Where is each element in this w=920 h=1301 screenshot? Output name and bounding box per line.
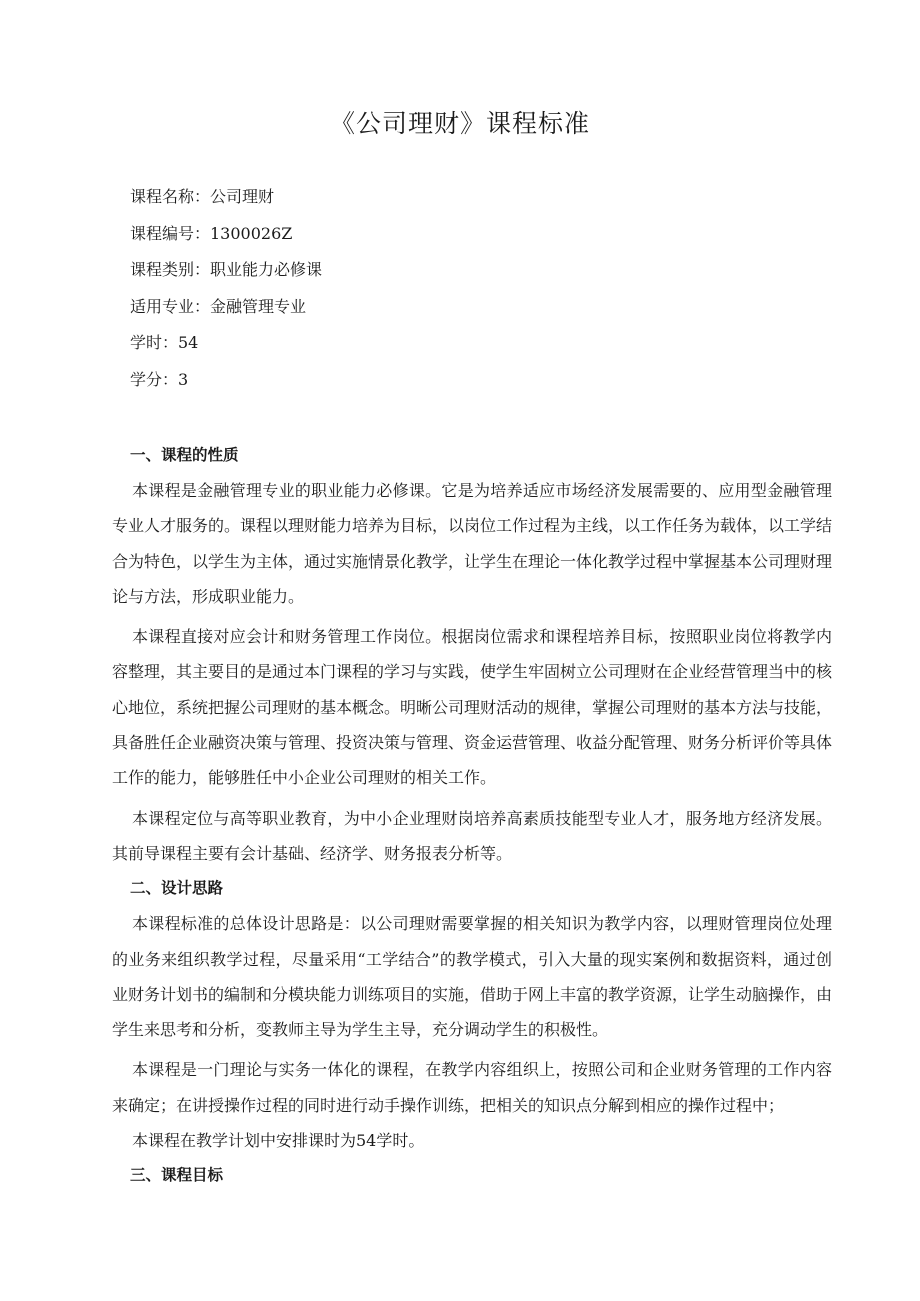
paragraph: 本课程直接对应会计和财务管理工作岗位。根据岗位需求和课程培养目标，按照职业岗位将教学内容整理，其主要目的是通过本门课程的学习与实践，使学生牢固树立公司理财在企业经营管理当中的核心地位，系统把握公司理财的基本概念。明晰公司理财活动的规律，掌握公司理财的基本方法与技能，具备胜任企业融资决策与管理、投资决策与管理、资金运营管理、收益分配管理、财务分析评价等具体工作的能力，能够胜任中小企业公司理财的相关工作。 bbox=[112, 627, 833, 788]
paragraph: 本课程是金融管理专业的职业能力必修课。它是为培养适应市场经济发展需要的、应用型金融管理专业人才服务的。课程以理财能力培养为目标，以岗位工作过程为主线，以工作任务为载体，以工学结合为特色，以学生为主体，通过实施情景化教学，让学生在理论一体化教学过程中掌握基本公司理财理论与方法，形成职业能力。 bbox=[112, 481, 833, 606]
credits: 学分：3 bbox=[130, 369, 189, 389]
paragraph: 本课程定位与高等职业教育，为中小企业理财岗培养高素质技能型专业人才，服务地方经济发展。其前导课程主要有会计基础、经济学、财务报表分析等。 bbox=[112, 808, 832, 863]
applicable-major: 适用专业：金融管理专业 bbox=[130, 296, 307, 316]
paragraph: 本课程标准的总体设计思路是：以公司理财需要掌握的相关知识为教学内容，以理财管理岗位处理的业务来组织教学过程，尽量采用“工学结合”的教学模式，引入大量的现实案例和数据资料，通过创业财务计划书的编制和分模块能力训练项目的实施，借助于网上丰富的教学资源，让学生动脑操作，由学生来思考和分析，变教师主导为学生主导，充分调动学生的积极性。 bbox=[112, 914, 833, 1040]
section-heading-design: 二、设计思路 bbox=[130, 879, 224, 898]
section-heading-objectives: 三、课程目标 bbox=[130, 1166, 224, 1185]
course-category: 课程类别：职业能力必修课 bbox=[130, 260, 323, 280]
course-info bbox=[130, 183, 322, 403]
section-heading-nature: 一、课程的性质 bbox=[130, 446, 239, 464]
document-body bbox=[112, 438, 832, 1193]
paragraph: 本课程在教学计划中安排课时为54学时。 bbox=[132, 1131, 425, 1151]
course-code: 课程编号：1300026Z bbox=[130, 223, 293, 243]
page-title: 《公司理财》课程标准 bbox=[329, 109, 590, 138]
class-hours: 学时：54 bbox=[130, 333, 199, 353]
course-name: 课程名称：公司理财 bbox=[130, 187, 275, 206]
paragraph: 本课程是一门理论与实务一体化的课程，在教学内容组织上，按照公司和企业财务管理的工作内容来确定；在讲授操作过程的同时进行动手操作训练，把相关的知识点分解到相应的操作过程中； bbox=[112, 1060, 832, 1115]
